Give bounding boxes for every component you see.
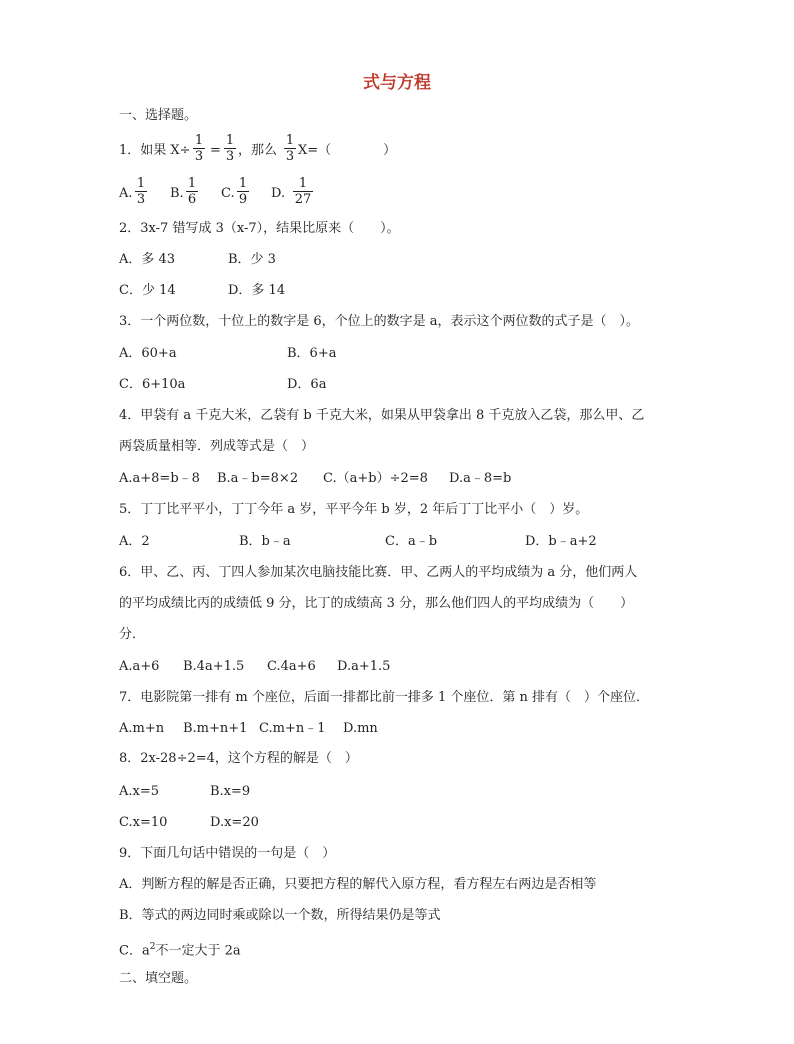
q9-option-c [119,938,241,960]
q4-option-d: D.a﹣8=b [449,471,512,486]
q1-option-a-fraction [135,176,147,207]
q2-option-c: C．少 14 [119,283,176,298]
q1-frac2-numerator: 1 [225,133,235,148]
question-3: 3．一个两位数，十位上的数字是 6，个位上的数字是 a，表示这个两位数的式子是（ ）。 [119,314,640,329]
page-title: 式与方程 [363,73,431,93]
q1-option-a-label: A. [119,186,133,201]
q8-option-c: C.x=10 [119,815,168,830]
q9-option-c-superscript: 2 [149,942,156,952]
q1-option-a-numerator: 1 [136,176,146,191]
question-6-line-1: 6．甲、乙、丙、丁四人参加某次电脑技能比赛．甲、乙两人的平均成绩为 a 分，他们两人 [119,565,638,580]
q9-option-a: A．判断方程的解是否正确，只要把方程的解代入原方程，看方程左右两边是否相等 [119,877,597,892]
q1-option-a-denominator: 3 [136,192,146,207]
q1-option-c-label: C. [221,186,235,201]
q6-option-d: D.a+1.5 [337,659,391,674]
section-heading-choice: 一、选择题。 [119,108,198,123]
q5-option-b: B．b﹣a [239,534,291,549]
q1-suffix: X=（ ） [298,143,397,158]
q4-option-b: B.a﹣b=8×2 [217,471,299,486]
q6-option-a: A.a+6 [119,659,160,674]
q7-option-a: A.m+n [119,721,165,736]
q1-option-d-fraction [293,176,313,207]
q2-option-d: D．多 14 [228,283,286,298]
q3-option-a: A．60+a [119,346,177,361]
q9-option-c-prefix: C．a [119,943,150,959]
q7-option-d: D.mn [343,721,378,736]
q1-option-b-denominator: 6 [187,192,197,207]
question-9: 9．下面几句话中错误的一句是（ ） [119,846,336,861]
question-7: 7．电影院第一排有 m 个座位，后面一排都比前一排多 1 个座位．第 n 排有（ ）个座位． [119,690,650,705]
q2-option-a: A．多 43 [119,252,176,267]
question-8: 8．2x-28÷2=4，这个方程的解是（ ） [119,751,358,766]
q7-option-b: B.m+n+1 [183,721,248,736]
q5-option-d: D．b﹣a+2 [525,534,597,549]
question-2: 2．3x-7 错写成 3（x-7），结果比原来（ ）。 [119,221,400,236]
q1-frac3-numerator: 1 [285,133,295,148]
q1-option-d-numerator: 1 [298,176,308,191]
q3-option-c: C．6+10a [119,377,186,392]
q7-option-c: C.m+n﹣1 [259,721,326,736]
q1-mid-text: ，那么 [238,143,278,158]
question-4-line-1: 4．甲袋有 a 千克大米，乙袋有 b 千克大米，如果从甲袋拿出 8 千克放入乙袋，那么甲、乙 [119,408,645,423]
q1-option-c-fraction [237,176,249,207]
q8-option-b: B.x=9 [210,784,251,799]
q1-option-b-fraction [186,176,198,207]
q3-option-d: D．6a [287,377,327,392]
question-1-prefix: 1．如果 X÷ [119,143,191,158]
q4-option-a: A.a+8=b﹣8 [119,471,200,486]
q1-equals: = [210,143,221,158]
q1-fraction-3 [284,133,296,164]
q1-option-b-label: B. [170,186,184,201]
q1-option-c-numerator: 1 [238,176,248,191]
question-6-line-3: 分． [119,627,146,642]
question-5: 5．丁丁比平平小，丁丁今年 a 岁，平平今年 b 岁，2 年后丁丁比平小（ ）岁。 [119,502,589,517]
q1-frac3-denominator: 3 [285,149,295,164]
q1-frac1-denominator: 3 [194,149,204,164]
q1-fraction-1 [193,133,205,164]
q4-option-c: C.（a+b）÷2=8 [323,471,428,486]
q6-option-c: C.4a+6 [267,659,316,674]
q8-option-d: D.x=20 [210,815,259,830]
q1-option-c-denominator: 9 [238,192,248,207]
q1-fraction-2 [224,133,236,164]
section-heading-fill-in: 二、填空题。 [119,971,198,986]
q1-frac2-denominator: 3 [225,149,235,164]
q1-frac1-numerator: 1 [194,133,204,148]
q1-option-d-denominator: 27 [294,192,312,207]
q9-option-c-suffix: 不一定大于 2a [155,943,241,959]
q5-option-c: C．a﹣b [385,534,438,549]
question-4-line-2: 两袋质量相等．列成等式是（ ） [119,439,315,454]
q9-option-b: B．等式的两边同时乘或除以一个数，所得结果仍是等式 [119,908,441,923]
q3-option-b: B．6+a [287,346,337,361]
q1-option-d-label: D. [271,186,286,201]
q8-option-a: A.x=5 [119,784,160,799]
q6-option-b: B.4a+1.5 [183,659,245,674]
q1-option-b-numerator: 1 [187,176,197,191]
question-6-line-2: 的平均成绩比丙的成绩低 9 分，比丁的成绩高 3 分，那么他们四人的平均成绩为（ ） [119,596,634,611]
q5-option-a: A．2 [119,534,150,549]
q2-option-b: B．少 3 [228,252,276,267]
